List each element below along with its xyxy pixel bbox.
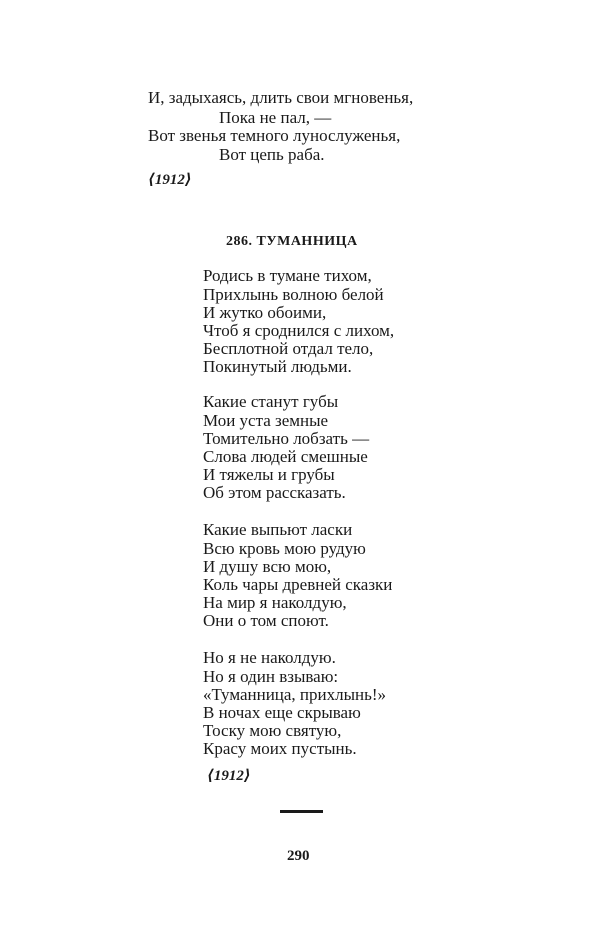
- stanza-2-line-2: Мои уста земные: [203, 411, 329, 430]
- prev-poem-line-3: Вот звенья темного лунослуженья,: [148, 126, 401, 145]
- stanza-4-line-4: В ночах еще скрываю: [203, 703, 361, 722]
- prev-poem-line-1: И, задыхаясь, длить свои мгновенья,: [148, 88, 414, 107]
- stanza-4-line-5: Тоску мою святую,: [203, 721, 342, 740]
- stanza-1-line-2: Прихлынь волною белой: [203, 285, 384, 304]
- stanza-1-line-1: Родись в тумане тихом,: [203, 266, 372, 285]
- page-number: 290: [287, 848, 310, 864]
- stanza-2-line-3: Томительно лобзать —: [203, 429, 370, 448]
- stanza-3-line-4: Коль чары древней сказки: [203, 575, 393, 594]
- stanza-3-line-1: Какие выпьют ласки: [203, 520, 353, 539]
- section-divider: [280, 810, 323, 813]
- stanza-4-line-2: Но я один взываю:: [203, 667, 339, 686]
- prev-poem-date: ⟨1912⟩: [148, 172, 192, 188]
- poem-title: 286. ТУМАННИЦА: [226, 234, 358, 249]
- stanza-1-line-3: И жутко обоими,: [203, 303, 327, 322]
- stanza-2-line-5: И тяжелы и грубы: [203, 465, 335, 484]
- stanza-2-line-1: Какие станут губы: [203, 392, 339, 411]
- stanza-1-line-5: Бесплотной отдал тело,: [203, 339, 374, 358]
- stanza-3-line-5: На мир я наколдую,: [203, 593, 347, 612]
- stanza-4-line-6: Красу моих пустынь.: [203, 739, 357, 758]
- prev-poem-line-4: Вот цепь раба.: [219, 145, 325, 164]
- stanza-3-line-2: Всю кровь мою рудую: [203, 539, 366, 558]
- stanza-3-line-3: И душу всю мою,: [203, 557, 332, 576]
- poem-date: ⟨1912⟩: [207, 768, 251, 784]
- stanza-2-line-4: Слова людей смешные: [203, 447, 368, 466]
- stanza-2-line-6: Об этом рассказать.: [203, 483, 346, 502]
- stanza-1-line-4: Чтоб я сроднился с лихом,: [203, 321, 395, 340]
- stanza-3-line-6: Они о том споют.: [203, 611, 329, 630]
- prev-poem-line-2: Пока не пал, —: [219, 108, 332, 127]
- stanza-1-line-6: Покинутый людьми.: [203, 357, 352, 376]
- stanza-4-line-1: Но я не наколдую.: [203, 648, 336, 667]
- stanza-4-line-3: «Туманница, прихлынь!»: [203, 685, 387, 704]
